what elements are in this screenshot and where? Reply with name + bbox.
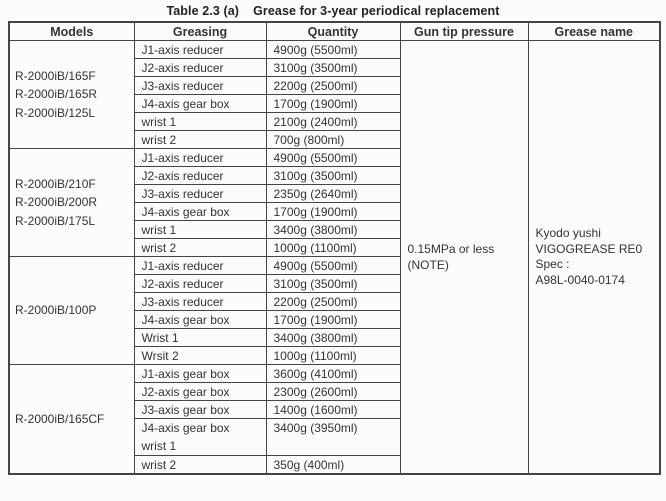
greasing-cell: J1-axis reducer: [134, 257, 266, 275]
quantity-cell: 3100g (3500ml): [266, 59, 400, 77]
model-name: R-2000iB/210F: [15, 176, 96, 191]
greasing-cell: wrist 1: [134, 113, 266, 131]
greasing-label: wrist 1: [141, 439, 177, 453]
grease-spec-label: Spec :: [535, 257, 570, 271]
greasing-cell: J1-axis reducer: [134, 149, 266, 167]
greasing-cell: J3-axis reducer: [134, 293, 266, 311]
model-name: R-2000iB/200R: [15, 195, 98, 210]
column-header-gun-tip-pressure: Gun tip pressure: [400, 22, 528, 41]
model-name: R-2000iB/165R: [15, 87, 98, 102]
models-cell: [9, 41, 134, 149]
header-row: [9, 22, 660, 41]
models-cell: [9, 149, 134, 257]
model-name: R-2000iB/100P: [15, 303, 97, 318]
greasing-label: J4-axis gear box: [141, 421, 230, 435]
column-header-models: Models: [9, 22, 134, 41]
grease-table: [8, 21, 661, 475]
quantity-cell: 1700g (1900ml): [266, 311, 400, 329]
greasing-cell: wrist 2: [134, 456, 266, 475]
grease-name-cell: [528, 41, 660, 475]
model-name: R-2000iB/125L: [15, 105, 96, 120]
greasing-cell: J2-axis gear box: [134, 383, 266, 401]
table-caption: Grease for 3-year periodical replacement: [253, 4, 500, 18]
table-row: [9, 41, 660, 59]
quantity-cell: 1700g (1900ml): [266, 95, 400, 113]
model-name: R-2000iB/165CF: [15, 411, 105, 426]
greasing-cell: wrist 2: [134, 239, 266, 257]
greasing-cell: J2-axis reducer: [134, 275, 266, 293]
quantity-cell: 3600g (4100ml): [266, 365, 400, 383]
greasing-cell: J4-axis gear box: [134, 311, 266, 329]
table-title: [0, 0, 666, 18]
greasing-cell: Wrsit 2: [134, 347, 266, 365]
table-number: Table 2.3 (a): [166, 4, 240, 18]
quantity-cell: 3400g (3800ml): [266, 329, 400, 347]
greasing-cell: J2-axis reducer: [134, 59, 266, 77]
quantity-cell: 3400g (3800ml): [266, 221, 400, 239]
greasing-cell: J1-axis reducer: [134, 41, 266, 59]
greasing-cell: J3-axis reducer: [134, 77, 266, 95]
column-header-greasing: Greasing: [134, 22, 266, 41]
quantity-cell: 1700g (1900ml): [266, 203, 400, 221]
model-name: R-2000iB/175L: [15, 213, 96, 228]
greasing-cell: wrist 1: [134, 221, 266, 239]
quantity-value: 3400g (3950ml): [273, 421, 358, 435]
greasing-cell: Wrist 1: [134, 329, 266, 347]
quantity-cell: 1000g (1100ml): [266, 347, 400, 365]
model-name: R-2000iB/165F: [15, 68, 96, 83]
quantity-cell: 2300g (2600ml): [266, 383, 400, 401]
quantity-cell: 4900g (5500ml): [266, 257, 400, 275]
column-header-quantity: Quantity: [266, 22, 400, 41]
gun-tip-pressure-value: 0.15MPa or less: [407, 242, 495, 256]
quantity-cell: 4900g (5500ml): [266, 149, 400, 167]
greasing-cell: wrist 2: [134, 131, 266, 149]
gun-tip-pressure-cell: [400, 41, 528, 475]
greasing-cell: J3-axis reducer: [134, 185, 266, 203]
quantity-cell: 1400g (1600ml): [266, 401, 400, 419]
quantity-cell: 350g (400ml): [266, 456, 400, 475]
greasing-cell: [134, 419, 266, 456]
quantity-cell: 2100g (2400ml): [266, 113, 400, 131]
quantity-cell: 2200g (2500ml): [266, 77, 400, 95]
quantity-cell: 3100g (3500ml): [266, 275, 400, 293]
column-header-grease-name: Grease name: [528, 22, 660, 41]
models-cell: [9, 257, 134, 365]
quantity-cell: 2350g (2640ml): [266, 185, 400, 203]
quantity-cell: 2200g (2500ml): [266, 293, 400, 311]
quantity-cell: 3100g (3500ml): [266, 167, 400, 185]
grease-spec-number: A98L-0040-0174: [535, 272, 625, 287]
greasing-cell: J2-axis reducer: [134, 167, 266, 185]
grease-product: VIGOGREASE RE0: [535, 241, 643, 256]
grease-maker: Kyodo yushi: [535, 226, 601, 240]
quantity-cell: [266, 419, 400, 456]
gun-tip-pressure-note: (NOTE): [407, 258, 449, 272]
greasing-cell: J1-axis gear box: [134, 365, 266, 383]
models-cell: [9, 365, 134, 475]
greasing-cell: J3-axis gear box: [134, 401, 266, 419]
greasing-cell: J4-axis gear box: [134, 203, 266, 221]
quantity-cell: 4900g (5500ml): [266, 41, 400, 59]
quantity-cell: 700g (800ml): [266, 131, 400, 149]
quantity-cell: 1000g (1100ml): [266, 239, 400, 257]
greasing-cell: J4-axis gear box: [134, 95, 266, 113]
